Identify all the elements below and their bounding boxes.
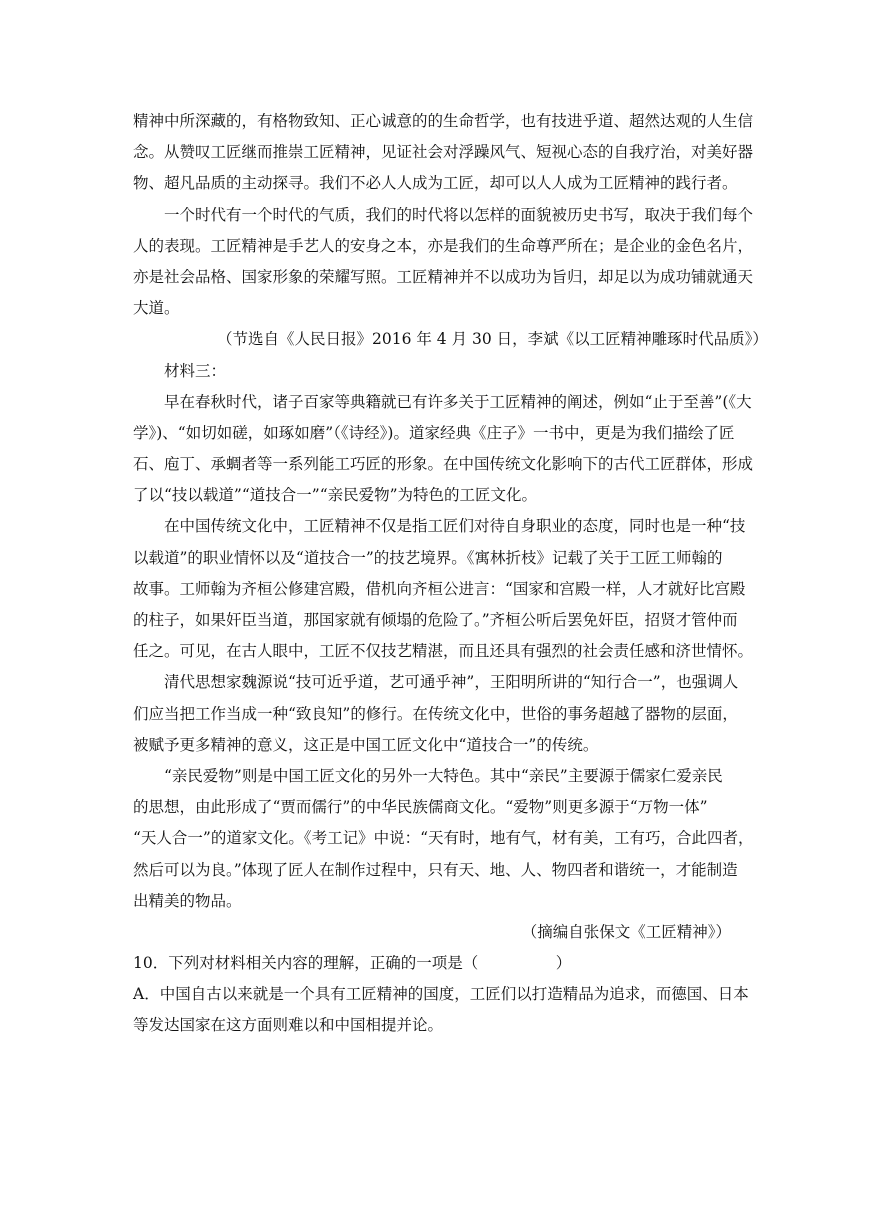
text-line: 念。从赞叹工匠继而推崇工匠精神，见证社会对浮躁风气、短视心态的自我疗治，对美好器 bbox=[133, 143, 754, 162]
text-line: 石、庖丁、承蜩者等一系列能工巧匠的形象。在中国传统文化影响下的古代工匠群体，形成 bbox=[133, 455, 754, 474]
text-line: 然后可以为良。”体现了匠人在制作过程中，只有天、地、人、物四者和谐统一，才能制造 bbox=[133, 860, 738, 879]
text-line: 以载道”的职业情怀以及“道技合一”的技艺境界。《寓林折枝》记载了关于工匠工师翰的 bbox=[133, 548, 723, 567]
text-line: 们应当把工作当成一种“致良知”的修行。在传统文化中，世俗的事务超越了器物的层面， bbox=[133, 704, 738, 723]
source-citation: （节选自《人民日报》2016 年 4 月 30 日，李斌《以工匠精神雕琢时代品质》） bbox=[217, 330, 768, 349]
paragraph-start-line: 在中国传统文化中，工匠精神不仅是指工匠们对待自身职业的态度，同时也是一种“技 bbox=[164, 517, 746, 536]
text-line: 被赋予更多精神的意义，这正是中国工匠文化中“道技合一”的传统。 bbox=[133, 735, 599, 754]
text-line: 亦是社会品格、国家形象的荣耀写照。工匠精神并不以成功为旨归，却足以为成功铺就通天 bbox=[133, 267, 754, 286]
text-line: 学》)、“如切如磋，如琢如磨”（《诗经》)。道家经典《庄子》一书中，更是为我们描绘了匠 bbox=[133, 423, 735, 442]
text-line: 人的表现。工匠精神是手艺人的安身之本，亦是我们的生命尊严所在；是企业的金色名片， bbox=[133, 236, 754, 255]
text-line: 大道。 bbox=[133, 299, 180, 318]
paragraph-start-line: 清代思想家魏源说“技可近乎道，艺可通乎神”，王阳明所讲的“知行合一”，也强调人 bbox=[164, 673, 739, 692]
section-heading: 材料三： bbox=[164, 361, 227, 380]
source-citation: （摘编自张保文《工匠精神》） bbox=[521, 922, 731, 941]
text-line: 了以“技以载道”“道技合一”“亲民爱物”为特色的工匠文化。 bbox=[133, 486, 538, 505]
text-line: 精神中所深藏的，有格物致知、正心诚意的的生命哲学，也有技进乎道、超然达观的人生信 bbox=[133, 112, 754, 130]
answer-option-a: A．中国自古以来就是一个具有工匠精神的国度，工匠们以打造精品为追求，而德国、日本 bbox=[133, 985, 749, 1004]
question-stem: 10．下列对材料相关内容的理解，正确的一项是（ ） bbox=[133, 954, 572, 973]
text-line: 物、超凡品质的主动探寻。我们不必人人成为工匠，却可以人人成为工匠精神的践行者。 bbox=[133, 174, 738, 193]
text-line: 任之。可见，在古人眼中，工匠不仅技艺精湛，而且还具有强烈的社会责任感和济世情怀。 bbox=[133, 642, 754, 661]
text-line: 故事。工师翰为齐桓公修建宫殿，借机向齐桓公进言：“国家和宫殿一样，人才就好比宫殿 bbox=[133, 579, 746, 598]
text-line: 出精美的物品。 bbox=[133, 891, 242, 910]
text-line: “天人合一”的道家文化。《考工记》中说：“天有时，地有气，材有美，工有巧，合此四者， bbox=[133, 829, 754, 848]
answer-option-a-continued: 等发达国家在这方面则难以和中国相提并论。 bbox=[133, 1016, 444, 1035]
document-page bbox=[133, 106, 768, 1042]
paragraph-start-line: 早在春秋时代，诸子百家等典籍就已有许多关于工匠精神的阐述，例如“止于至善”(《大 bbox=[164, 392, 752, 411]
paragraph-start-line: 一个时代有一个时代的气质，我们的时代将以怎样的面貌被历史书写，取决于我们每个 bbox=[164, 205, 754, 224]
paragraph-start-line: “亲民爱物”则是中国工匠文化的另外一大特色。其中“亲民”主要源于儒家仁爱亲民 bbox=[164, 766, 723, 785]
text-line: 的思想，由此形成了“贾而儒行”的中华民族儒商文化。“爱物”则更多源于“万物一体” bbox=[133, 798, 708, 817]
text-line: 的柱子，如果奸臣当道，那国家就有倾塌的危险了。”齐桓公听后罢免奸臣，招贤才管仲而 bbox=[133, 611, 738, 629]
